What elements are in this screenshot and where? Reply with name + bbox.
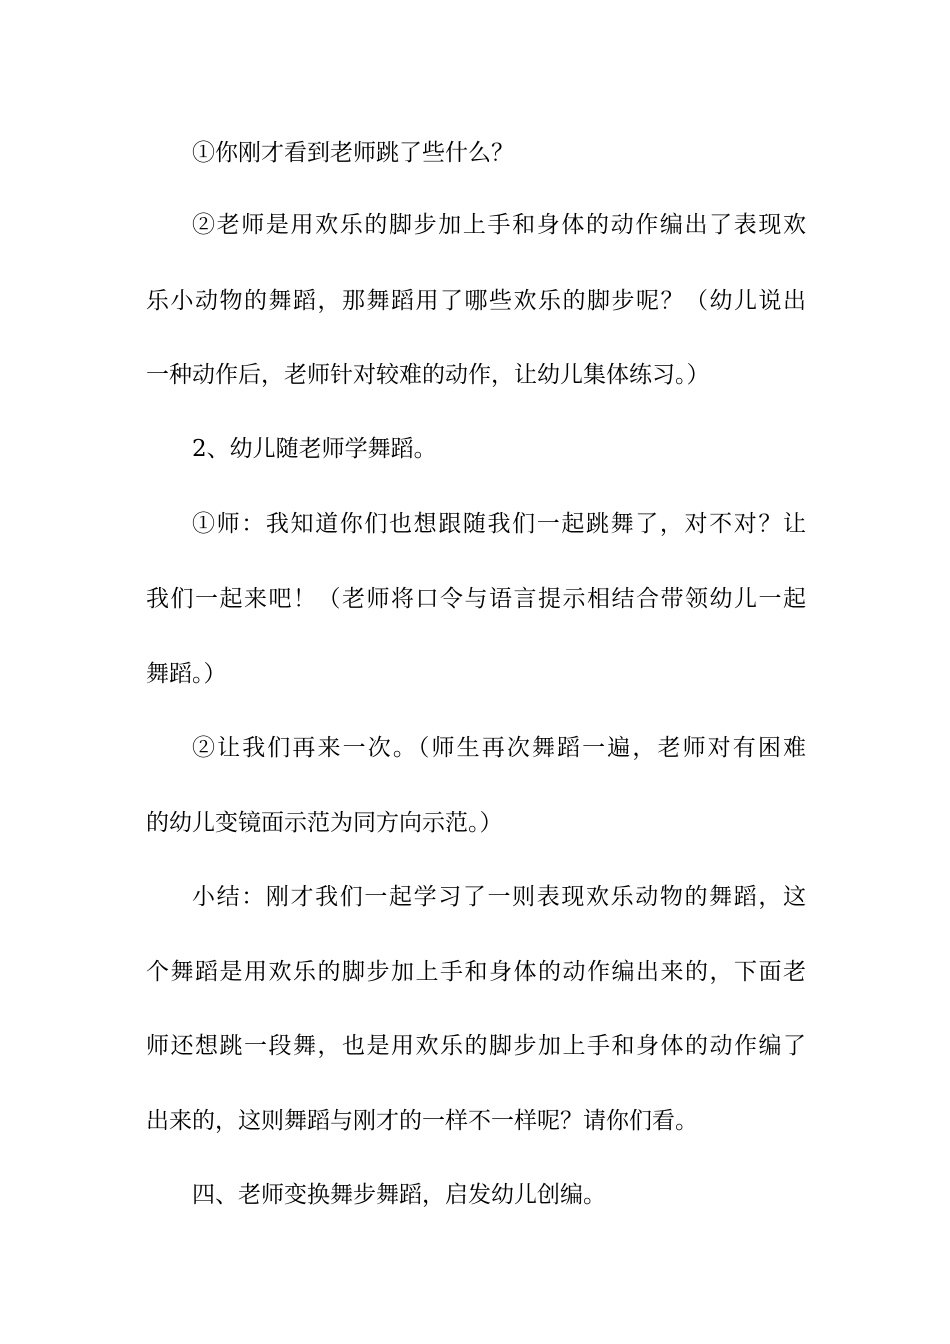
text-line: 我们一起来吧！（老师将口令与语言提示相结合带领幼儿一起 <box>146 586 806 612</box>
text-line: 的幼儿变镜面示范为同方向示范。） <box>146 810 503 836</box>
text-line: ②老师是用欢乐的脚步加上手和身体的动作编出了表现欢 <box>192 212 806 238</box>
text-line: ②让我们再来一次。（师生再次舞蹈一遍，老师对有困难 <box>192 735 806 761</box>
text-line: 一种动作后，老师针对较难的动作，让幼儿集体练习。） <box>146 362 710 388</box>
text-line: 师还想跳一段舞，也是用欢乐的脚步加上手和身体的动作编了 <box>146 1033 806 1059</box>
text-line: 小结：刚才我们一起学习了一则表现欢乐动物的舞蹈，这 <box>192 884 806 910</box>
text-line: 舞蹈。） <box>146 661 227 687</box>
text-line: 乐小动物的舞蹈，那舞蹈用了哪些欢乐的脚步呢？（幼儿说出 <box>146 288 806 314</box>
text-line: 2、幼儿随老师学舞蹈。 <box>192 436 437 462</box>
text-line: 四、老师变换舞步舞蹈，启发幼儿创编。 <box>192 1182 606 1208</box>
text-line: ①你刚才看到老师跳了些什么？ <box>192 140 514 166</box>
text-line: 出来的，这则舞蹈与刚才的一样不一样呢？请你们看。 <box>146 1108 698 1134</box>
text-line: 个舞蹈是用欢乐的脚步加上手和身体的动作编出来的，下面老 <box>146 959 806 985</box>
text-line: ①师：我知道你们也想跟随我们一起跳舞了，对不对？让 <box>192 511 806 537</box>
